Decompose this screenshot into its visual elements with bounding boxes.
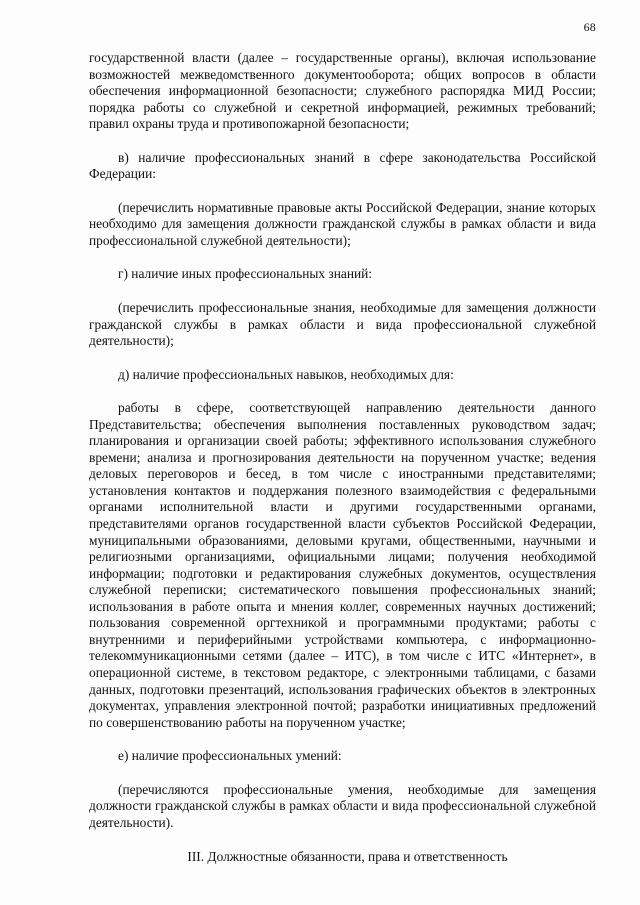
paragraph-item-g: г) наличие иных профессиональных знаний: [118,266,373,282]
paragraph-note-abilities: (перечисляются профессиональные умения, необходимые для замещения должности гражданской службы в рамках области и вида профессиональной служебной деятельности). [89,781,596,830]
paragraph-note-knowledge: (перечислить профессиональные знания, необходимые для замещения должности гражданской службы в рамках области и вида профессиональной служебной деятельности); [89,300,596,349]
page-number: 68 [583,20,596,34]
paragraph-skills-list: работы в сфере, соответствующей направлению деятельности данного Представительства; обеспечения выполнения поставленных руководством задач; планирования и организации своей работы; эффективного использования служебного времени; анализа и прогнозирования деятельности на порученном участке; ведения деловых переговоров и бесед, в том числе с иностранными представителями; установления контактов и поддержания полезного взаимодействия с федеральными органами исполнительной власти и другими государственными органами, представителями органов государственной власти субъектов Российской Федерации, муниципальными образованиями, деловыми кругами, общественными, научными и религиозными организациями, официальными лицами; получения необходимой информации; подготовки и редактирования служебных документов, осуществления служебной переписки; систематического повышения профессиональных знаний; использования в работе опыта и мнения коллег, современных научных достижений; пользования современной оргтехникой и программными продуктами; работы с внутренними и периферийными устройствами компьютера, с информационно-телекоммуникационными сетями (далее – ИТС), в том числе с ИТС «Интернет», в операционной системе, в текстовом редакторе, с электронными таблицами, с базами данных, подготовки презентаций, использования графических объектов в электронных документах, управления электронной почтой; разработки инициативных предложений по совершенствованию работы на порученном участке; [89,400,596,730]
paragraph-item-e: е) наличие профессиональных умений: [118,748,342,764]
paragraph-note-legislation: (перечислить нормативные правовые акты Российской Федерации, знание которых необходимо для замещения должности гражданской службы в рамках области и вида профессиональной служебной деятельности); [89,199,596,248]
section-heading: III. Должностные обязанности, права и ответственность [187,849,508,865]
paragraph-item-v: в) наличие профессиональных знаний в сфере законодательства Российской Федерации: [89,149,596,182]
page-content [89,50,596,866]
paragraph-continuation: государственной власти (далее – государственные органы), включая использование возможностей межведомственного документооборота; общих вопросов в области обеспечения информационной безопасности; служебного распорядка МИД России; порядка работы со служебной и секретной информацией, режимных требований; правил охраны труда и противопожарной безопасности; [89,50,596,132]
paragraph-item-d: д) наличие профессиональных навыков, необходимых для: [118,366,454,382]
